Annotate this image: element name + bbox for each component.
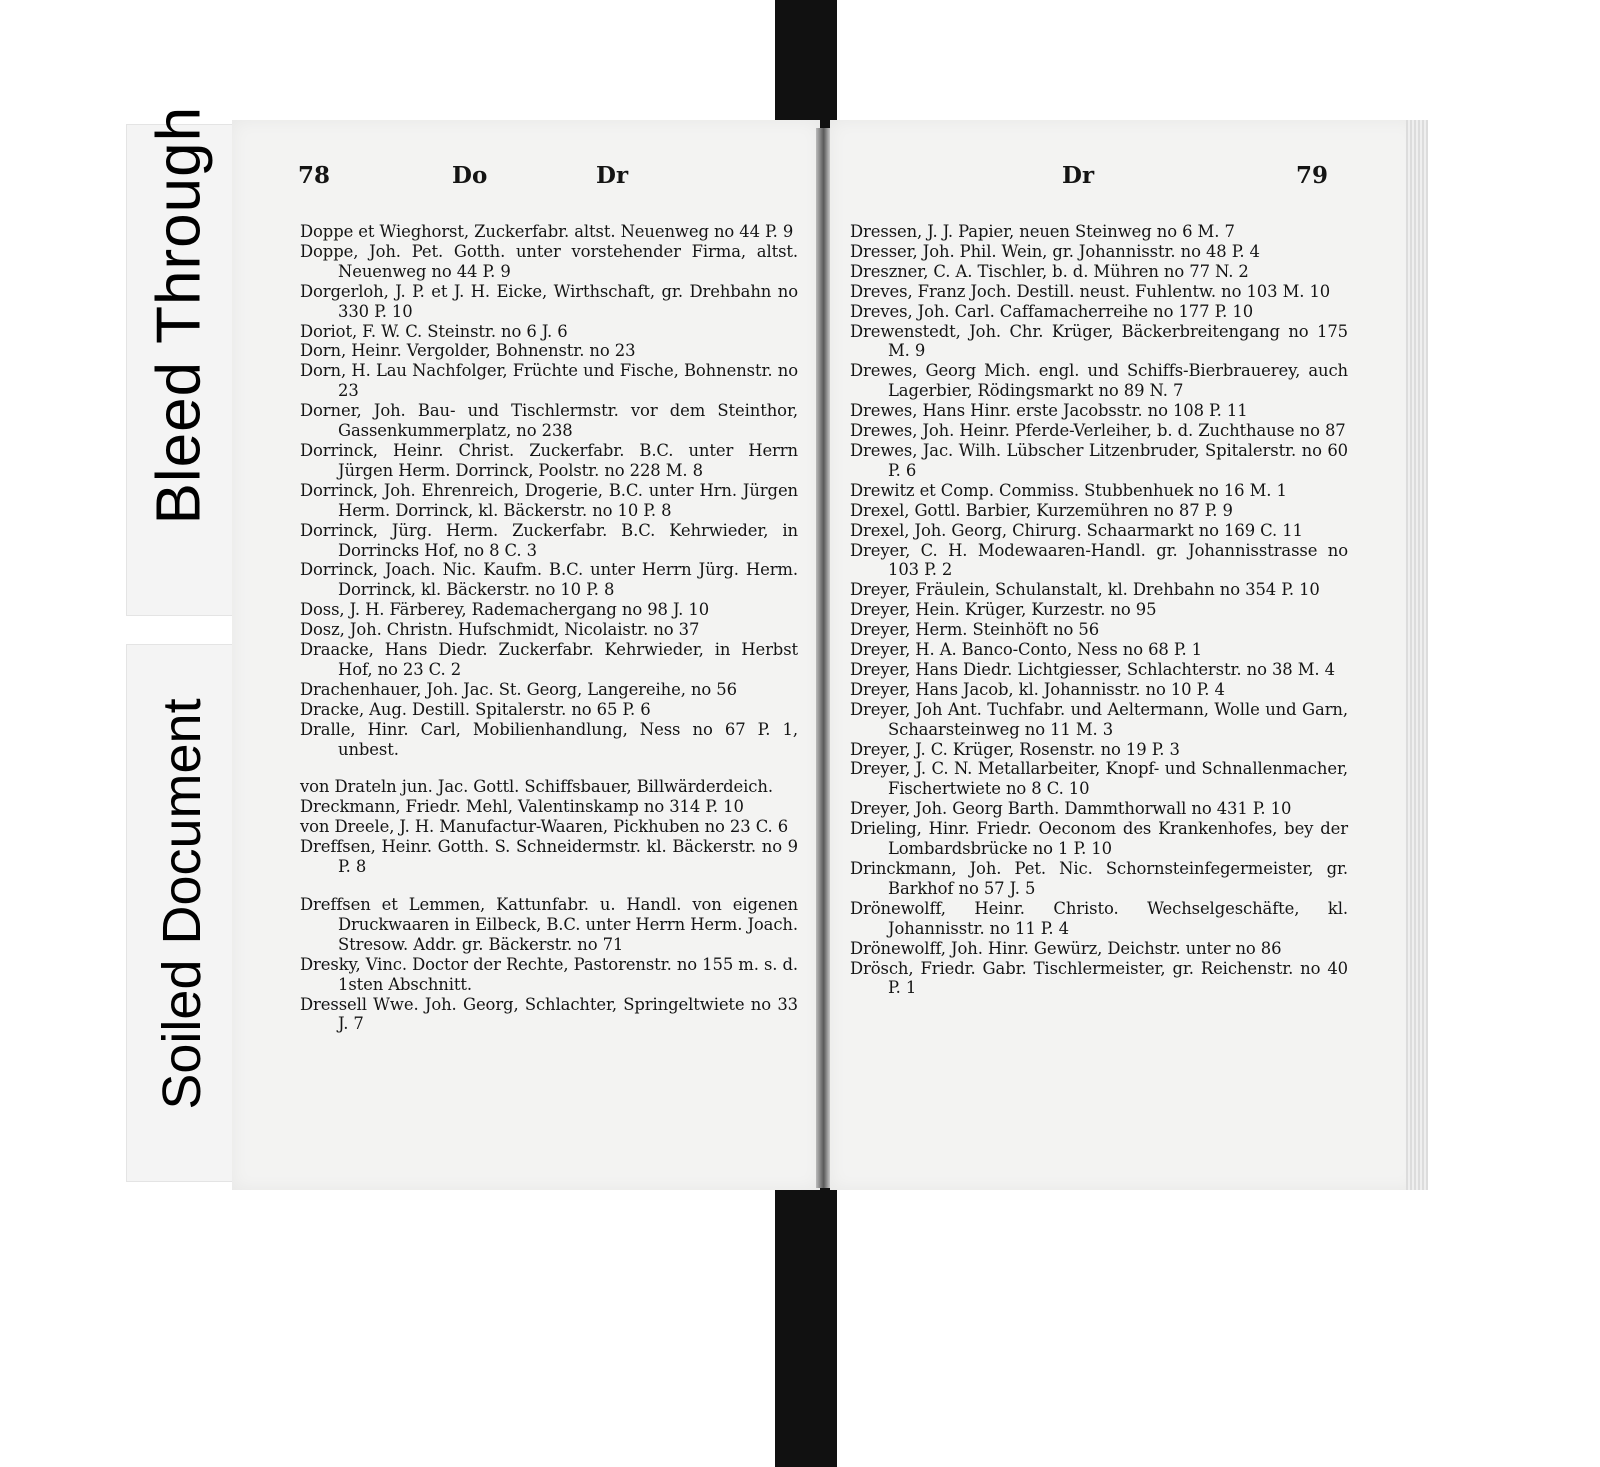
list-item: Doss, J. H. Färberey, Rademachergang no 98 J. 10 [300,600,710,620]
binding-tape-bottom [775,1188,837,1467]
list-item: Dreyer, Fräulein, Schulanstalt, kl. Drehbahn no 354 P. 10 [850,580,1320,600]
list-item: Dreves, Franz Joch. Destill. neust. Fuhlentw. no 103 M. 10 [850,281,1331,301]
bleed-through-label: Bleed Through [144,105,214,525]
list-item: Drewes, Hans Hinr. erste Jacobsstr. no 108 P. 11 [850,401,1248,421]
right-page-header [830,162,1418,194]
left-header-right: Dr [596,162,629,189]
list-item: Drewes, Joh. Heinr. Pferde-Verleiher, b. d. Zuchthause no 87 [850,421,1346,441]
list-item: Drexel, Gottl. Barbier, Kurzemühren no 87 P. 9 [850,500,1233,520]
list-item: Drönewolff, Joh. Hinr. Gewürz, Deichstr. unter no 86 [850,938,1282,958]
list-item: Dreyer, Joh Ant. Tuchfabr. und Aeltermann, Wolle und Garn, Schaarsteinweg no 11 M. 3 [850,699,1348,739]
list-item: Drewes, Jac. Wilh. Lübscher Litzenbruder, Spitalerstr. no 60 P. 6 [850,440,1348,480]
left-page-header [232,162,820,194]
page-edge [1406,120,1428,1190]
list-item: Dorn, Heinr. Vergolder, Bohnenstr. no 23 [300,341,636,361]
list-item: Drachenhauer, Joh. Jac. St. Georg, Langereihe, no 56 [300,679,737,699]
list-item: Dreyer, Hans Diedr. Lichtgiesser, Schlachterstr. no 38 M. 4 [850,659,1335,679]
right-header-mid: Dr [1062,162,1095,189]
list-item: Dreffsen, Heinr. Gotth. S. Schneidermstr. kl. Bäckerstr. no 9 P. 8 [300,837,798,877]
binding-tape-top [775,0,837,128]
list-item: Dressen, J. J. Papier, neuen Steinweg no 6 M. 7 [850,222,1235,241]
list-item: Draacke, Hans Diedr. Zuckerfabr. Kehrwieder, in Herbst Hof, no 23 C. 2 [300,640,798,679]
list-item: Dresky, Vinc. Doctor der Rechte, Pastorenstr. no 155 m. s. d. 1sten Abschnitt. [300,954,798,994]
list-item: Drewenstedt, Joh. Chr. Krüger, Bäckerbreitengang no 175 M. 9 [850,321,1348,361]
list-item: Drewitz et Comp. Commiss. Stubbenhuek no 16 M. 1 [850,480,1287,500]
list-item: Dorner, Joh. Bau- und Tischlermstr. vor dem Steinthor, Gassenkummerplatz, no 238 [300,401,798,441]
list-item: Dorrinck, Heinr. Christ. Zuckerfabr. B.C. unter Herrn Jürgen Herm. Dorrinck, Poolstr. no 228 M. 8 [300,440,798,480]
list-item: Dreyer, J. C. Krüger, Rosenstr. no 19 P. 3 [850,739,1180,759]
list-item: Drönewolff, Heinr. Christo. Wechselgeschäfte, kl. Johannisstr. no 11 P. 4 [850,898,1348,938]
list-item: Dreffsen et Lemmen, Kattunfabr. u. Handl. von eigenen Druckwaaren in Eilbeck, B.C. unter Herrn Herm. Joach. Stresow. Addr. gr. Bäckerstr. no 71 [300,895,798,954]
list-item: Dorrinck, Joh. Ehrenreich, Drogerie, B.C. unter Hrn. Jürgen Herm. Dorrinck, kl. Bäckerstr. no 10 P. 8 [300,480,798,520]
list-item: Dreyer, Hein. Krüger, Kurzestr. no 95 [850,600,1157,620]
bleed-through-label-strip [126,105,236,616]
list-item: Dreyer, Hans Jacob, kl. Johannisstr. no 10 P. 4 [850,679,1225,699]
list-item: Drieling, Hinr. Friedr. Oeconom des Krankenhofes, bey der Lombardsbrücke no 1 P. 10 [850,819,1348,859]
list-item: Drösch, Friedr. Gabr. Tischlermeister, gr. Reichenstr. no 40 P. 1 [850,958,1348,998]
book-gutter [816,128,830,1188]
list-item: Dreyer, J. C. N. Metallarbeiter, Knopf- und Schnallenmacher, Fischertwiete no 8 C. 10 [850,759,1348,799]
list-item: Doppe et Wieghorst, Zuckerfabr. altst. Neuenweg no 44 P. 9 [300,222,794,241]
right-page-number: 79 [1296,162,1329,189]
list-item: Dresser, Joh. Phil. Wein, gr. Johannisstr. no 48 P. 4 [850,241,1260,261]
list-item: Dreyer, Herm. Steinhöft no 56 [850,620,1100,640]
left-header-mid: Do [452,162,488,189]
soiled-document-label-strip [126,644,236,1182]
list-item: Dorn, H. Lau Nachfolger, Früchte und Fische, Bohnenstr. no 23 [300,361,798,401]
list-item: Dreckmann, Friedr. Mehl, Valentinskamp no 314 P. 10 [300,797,744,817]
left-page [232,120,820,1190]
list-item: Dracke, Aug. Destill. Spitalerstr. no 65 P. 6 [300,699,651,719]
list-item: von Dreele, J. H. Manufactur-Waaren, Pickhuben no 23 C. 6 [300,817,789,837]
list-item: Drewes, Georg Mich. engl. und Schiffs-Bierbrauerey, auch Lagerbier, Rödingsmarkt no 89 N. 7 [850,361,1348,401]
list-item: Dreyer, C. H. Modewaaren-Handl. gr. Johannisstrasse no 103 P. 2 [850,540,1348,580]
right-page [830,120,1418,1190]
list-item: Dreszner, C. A. Tischler, b. d. Mühren no 77 N. 2 [850,261,1249,281]
list-item: Dorgerloh, J. P. et J. H. Eicke, Wirthschaft, gr. Drehbahn no 330 P. 10 [300,281,798,321]
list-item: Drinckmann, Joh. Pet. Nic. Schornsteinfegermeister, gr. Barkhof no 57 J. 5 [850,859,1348,898]
list-item: Dreyer, Joh. Georg Barth. Dammthorwall no 431 P. 10 [850,799,1292,819]
left-page-number: 78 [298,162,331,189]
list-item: Dralle, Hinr. Carl, Mobilienhandlung, Ness no 67 P. 1, unbest. [300,719,798,759]
list-item: Dosz, Joh. Christn. Hufschmidt, Nicolaistr. no 37 [300,620,700,640]
list-item: Dreves, Joh. Carl. Caffamacherreihe no 177 P. 10 [850,301,1254,321]
list-item: von Drateln jun. Jac. Gottl. Schiffsbauer, Billwärderdeich. [300,777,773,797]
list-item: Doppe, Joh. Pet. Gotth. unter vorstehender Firma, altst. Neuenweg no 44 P. 9 [300,241,798,281]
soiled-document-label: Soiled Document [152,698,212,1110]
list-item: Dorrinck, Joach. Nic. Kaufm. B.C. unter Herrn Jürg. Herm. Dorrinck, kl. Bäckerstr. no 10 P. 8 [300,560,798,600]
left-entry-list [300,222,798,1034]
list-item: Dorrinck, Jürg. Herm. Zuckerfabr. B.C. Kehrwieder, in Dorrincks Hof, no 8 C. 3 [300,520,798,560]
list-item: Dressell Wwe. Joh. Georg, Schlachter, Springeltwiete no 33 J. 7 [300,994,798,1034]
list-item: Drexel, Joh. Georg, Chirurg. Schaarmarkt no 169 C. 11 [850,520,1303,540]
list-item: Doriot, F. W. C. Steinstr. no 6 J. 6 [300,321,568,341]
list-item: Dreyer, H. A. Banco-Conto, Ness no 68 P. 1 [850,640,1202,660]
right-entry-list [850,222,1348,998]
